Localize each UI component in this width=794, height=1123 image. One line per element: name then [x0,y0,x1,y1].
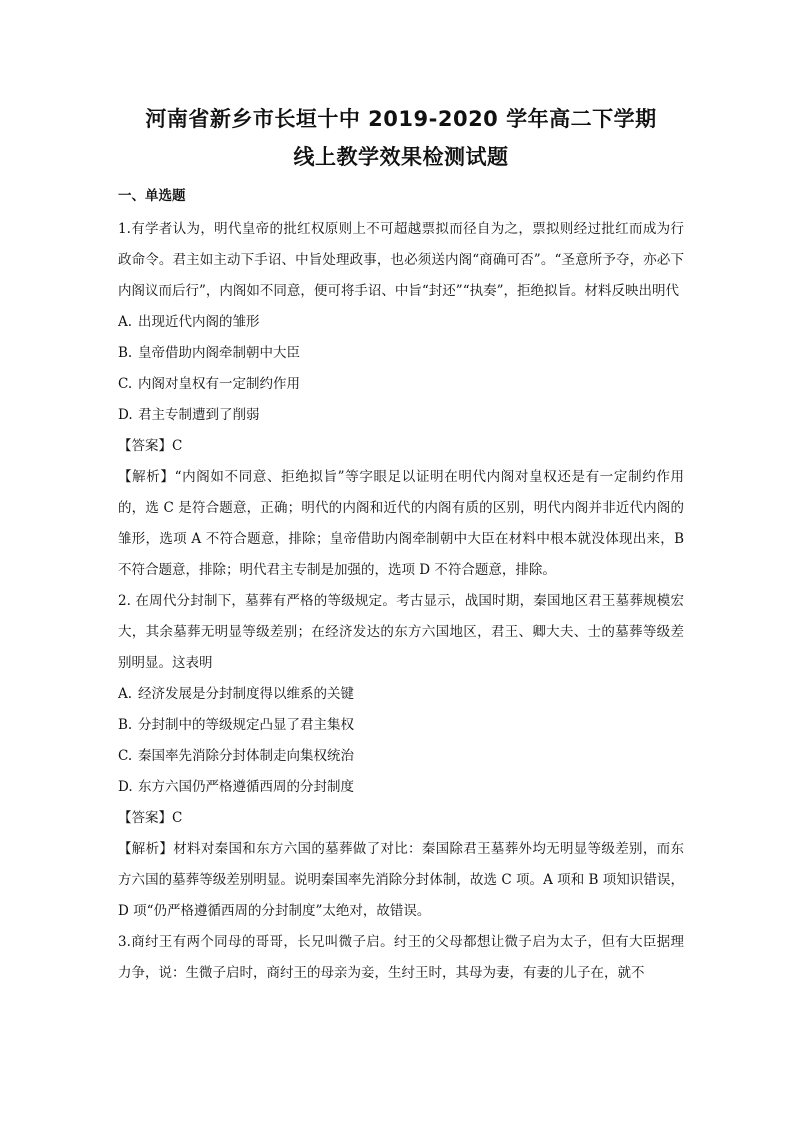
answer-line [118,803,684,834]
analysis-text: “内阁如不同意、拒绝拟旨”等字眼足以证明在明代内阁对皇权还是有一定制约作用的，选 C 是符合题意，正确；明代的内阁和近代的内阁有质的区别，明代内阁并非近代内阁的雏形，选项 A 不符合题意，排除；皇帝借助内阁牵制朝中大臣在材料中根本就没体现出来，B 不符合题意，排除；明代君主专制是加强的，选项 D 不符合题意，排除。 [118,469,684,578]
question-3 [118,927,684,989]
section-heading: 一、单选题 [118,188,186,204]
analysis-paragraph [118,834,684,927]
question-stem: 3.商纣王有两个同母的哥哥，长兄叫微子启。纣王的父母都想让微子启为太子，但有大臣据理力争，说：生微子启时，商纣王的母亲为妾，生纣王时，其母为妻，有妻的儿子在，就不 [118,934,684,981]
document-title-line2: 线上教学效果检测试题 [293,145,509,169]
question-stem: 2. 在周代分封制下，墓葬有严格的等级规定。考古显示，战国时期，秦国地区君王墓葬规模宏大，其余墓葬无明显等级差别；在经济发达的东方六国地区，君王、卿大夫、士的墓葬等级差别明显。这表明 [118,593,684,671]
analysis-label: 【解析】 [118,841,174,857]
answer-label: 【答案】 [118,438,172,454]
analysis-text: 材料对秦国和东方六国的墓葬做了对比：秦国除君王墓葬外均无明显等级差别，而东方六国的墓葬等级差别明显。说明秦国率先消除分封体制，故选 C 项。A 项和 B 项知识错误，D 项“仍严格遵循西周的分封制度”太绝对，故错误。 [118,841,684,919]
answer-value: C [172,438,183,454]
answer-line [118,431,684,462]
option-c: C. 秦国率先消除分封体制走向集权统治 [118,748,354,764]
analysis-label: 【解析】 [118,469,175,485]
question-1 [118,214,684,586]
option-a: A. 经济发展是分封制度得以维系的关键 [118,686,354,702]
option-b: B. 分封制中的等级规定凸显了君主集权 [118,717,354,733]
option-d: D. 君主专制遭到了削弱 [118,407,260,423]
option-d: D. 东方六国仍严格遵循西周的分封制度 [118,779,354,795]
answer-value: C [172,810,183,826]
option-b: B. 皇帝借助内阁牵制朝中大臣 [118,345,300,361]
question-2 [118,586,684,927]
question-stem: 1.有学者认为，明代皇帝的批红权原则上不可超越票拟而径自为之，票拟则经过批红而成为行政命令。君主如主动下手诏、中旨处理政事，也必须送内阁“商确可否”。“圣意所予夺，亦必下内阁议而后行”，内阁如不同意，便可将手诏、中旨“封还”“执奏”，拒绝拟旨。材料反映出明代 [118,221,684,299]
document-title-line1: 河南省新乡市长垣十中 2019-2020 学年高二下学期 [145,107,657,131]
option-a: A. 出现近代内阁的雏形 [118,314,260,330]
analysis-paragraph [118,462,684,586]
option-c: C. 内阁对皇权有一定制约作用 [118,376,300,392]
answer-label: 【答案】 [118,810,172,826]
